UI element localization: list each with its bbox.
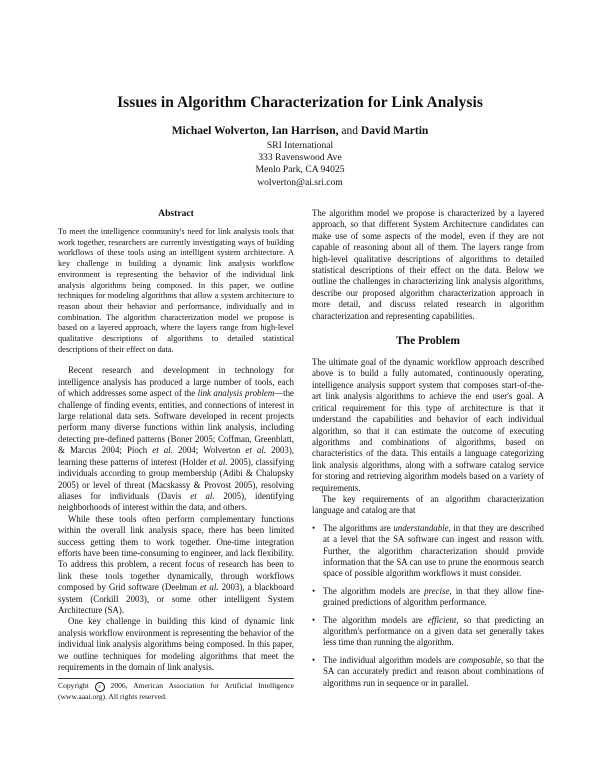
authors-and: and xyxy=(341,125,359,137)
text-run: , so that the SA can accurately predict and reason about combinations of algorithms run in sequence or in parallel. xyxy=(323,654,544,688)
list-item xyxy=(312,655,544,689)
text-run: —the challenge of finding events, entities, and connections of interest in large relational data sets. Software developed in recent projects perform many diverse functions within link analysis, including detecting pre-defined patterns (Boner 2005; Coffman, Greenblatt, & Marcus 2004; Pioch xyxy=(58,388,294,456)
text-run: While these tools often perform complementary functions within the overall link analysis space, there has been limited success getting them to work together. One-time integration efforts have been time-consuming to engineer, and lack flexibility. To address this problem, a recent focus of research has been to link these tools together dynamically, through workflows composed by Grid software (Deelman xyxy=(58,513,294,593)
text-run: The algorithm models are xyxy=(323,585,425,596)
affiliation-street: 333 Ravenswood Ave xyxy=(258,152,342,164)
authors-main: Michael Wolverton, Ian Harrison, xyxy=(171,125,339,137)
text-run: 2003), a blackboard system (Corkill 2003), or some other intelligent System Architecture (SA). xyxy=(58,582,294,615)
author-line xyxy=(0,125,600,137)
affiliation-email: wolverton@ai.sri.com xyxy=(257,176,343,188)
affiliation-org: SRI International xyxy=(266,140,334,151)
text-run: The algorithm models are xyxy=(323,614,428,625)
text-run: The algorithms are xyxy=(323,522,394,533)
affiliation-city: Menlo Park, CA 94025 xyxy=(255,164,345,176)
authors-last: David Martin xyxy=(360,125,429,137)
bullet-icon: • xyxy=(312,585,316,596)
emphasis-et-al: et al. xyxy=(190,490,215,501)
text-run: 2006, American Association for Artificial Intelligence (www.aaai.org). All rights reserved. xyxy=(58,681,294,702)
abstract-heading: Abstract xyxy=(158,208,194,219)
intro-paragraph-4: The algorithm model we propose is characterized by a layered approach, so that different System Architecture candidates can make use of some aspects of the model, even if they are not capable of reasoning about all of them. The layers range from high-level qualitative descriptions of algorithms to detailed statistical descriptions of their effect on the data. Below we outline the challenges in characterizing link analysis algorithms, describe our proposed algorithm characterization approach in more detail, and discuss related research in algorithm characterization and representing capabilities. xyxy=(312,208,544,321)
emphasis-et-al: et al. xyxy=(199,582,219,593)
problem-paragraph-1: The ultimate goal of the dynamic workflow approach described above is to build a fully automated, continuously operating, intelligence analysis support system that composes start-of-the-art link analysis algorithms to achieve the end user's goal. A critical requirement for this type of architecture is that it understand the capabilities and behavior of each individual algorithm, so that it can estimate the outcome of executing algorithms and combinations of algorithms, based on characteristics of the data. This entails a language categorizing link analysis algorithms, along with a software catalog service for storing and retrieving algorithm models based on a variety of requirements. xyxy=(312,357,544,493)
emphasis-term: precise xyxy=(424,585,450,596)
right-column xyxy=(312,208,544,695)
emphasis-term: composable xyxy=(458,654,501,665)
requirements-list xyxy=(312,523,544,689)
left-column xyxy=(58,208,294,702)
paper-title: Issues in Algorithm Characterization for Link Analysis xyxy=(117,94,483,111)
emphasis-term: understandable xyxy=(393,522,449,533)
emphasis-link-analysis-problem: link analysis problem xyxy=(197,388,275,399)
text-run: 2005), identifying neighborhoods of interest within the data, and others. xyxy=(58,490,294,513)
bullet-icon: • xyxy=(312,654,316,665)
affiliation-block xyxy=(0,140,600,189)
intro-paragraph-2 xyxy=(58,514,294,617)
text-run: 2005), classifying individuals according to group membership (Adibi & Chalupsky 2005) or level of threat (Macskassy & Provost 2005), resolving aliases for individuals (Davis xyxy=(58,456,294,501)
abstract-text: To meet the intelligence community's need for link analysis tools that work together, researchers are currently investigating ways of building workflows of these tools using an intelligent system architecture. A key challenge in building a dynamic link analysis workflow environment is representing the behavior of the individual link analysis algorithms being composed. In this paper, we outline techniques for modeling algorithms that allow a system architecture to reason about their behavior and performance, individually and in combination. The algorithm characterization model we propose is based on a layered approach, where the layers range from high-level qualitative descriptions of algorithms to detailed statistical descriptions of their effect on data. xyxy=(58,227,294,354)
list-item xyxy=(312,586,544,609)
text-run: 2003), learning these patterns of interest (Holder xyxy=(58,445,295,467)
text-run: , in that they allow fine-grained predictions of algorithm performance. xyxy=(323,585,545,608)
copyright-notice xyxy=(58,681,294,702)
problem-paragraph-2: The key requirements of an algorithm characterization language and catalog are that xyxy=(312,493,544,516)
text-run: , so that predicting an algorithm's performance on a given data set generally takes less time than running the algorithm. xyxy=(323,614,544,648)
text-run: Recent research and development in technology for intelligence analysis has produced a large number of tools, each of which addresses some aspect of the xyxy=(58,365,294,399)
text-run: , in that they are described at a level that the SA software can ingest and reason with. Further, the algorithm characterization should provide information that the SA can use to prune the enormous search space of possible algorithm workflows it must consider. xyxy=(323,522,544,579)
copyright-symbol: c xyxy=(95,682,105,692)
emphasis-et-al: et al. xyxy=(152,445,173,456)
text-run: The individual algorithm models are xyxy=(323,654,459,665)
emphasis-et-al: et al. xyxy=(245,445,267,456)
intro-paragraph-1 xyxy=(58,365,294,513)
emphasis-et-al: et al. xyxy=(209,456,228,467)
list-item xyxy=(312,615,544,649)
section-heading-problem: The Problem xyxy=(396,335,460,348)
intro-paragraph-3: One key challenge in building this kind of dynamic link analysis workflow environment is representing the behavior of the individual link analysis algorithms being composed. In this paper, we outline techniques for modeling algorithms that meet the requirements in the domain of link analysis. xyxy=(58,616,294,672)
text-run: 2004; Wolverton xyxy=(172,445,246,456)
bullet-icon: • xyxy=(312,522,316,533)
list-item xyxy=(312,523,544,580)
text-run: Copyright xyxy=(58,681,95,691)
bullet-icon: • xyxy=(312,614,316,625)
footnote-rule xyxy=(58,678,294,679)
emphasis-term: efficient xyxy=(427,614,457,625)
